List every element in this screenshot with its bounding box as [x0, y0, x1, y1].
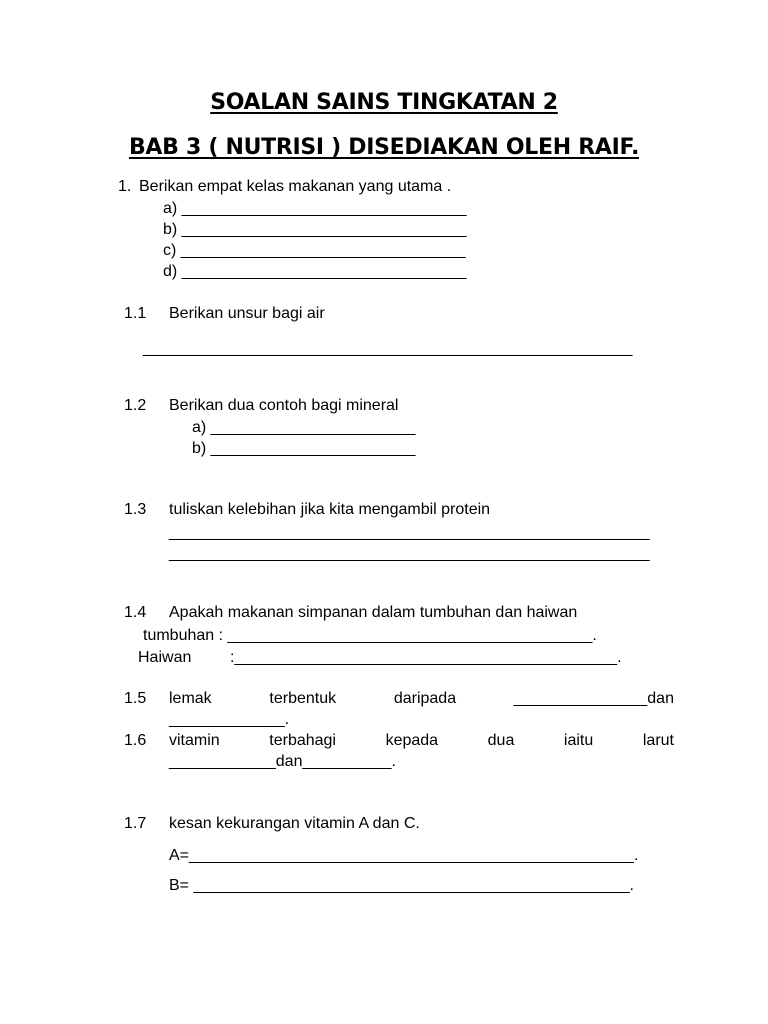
q1-5-word: lemak: [169, 690, 212, 707]
page-subtitle: BAB 3 ( NUTRISI ) DISEDIAKAN OLEH RAIF.: [128, 135, 640, 160]
q1-6-word: larut: [642, 732, 674, 749]
q1-1-number: 1.1: [124, 305, 147, 322]
q1-4-text: Apakah makanan simpanan dalam tumbuhan dan haiwan: [169, 604, 578, 621]
q1-2-option-b: b) _______________________: [192, 440, 416, 457]
q1-option-a: a) ________________________________: [163, 200, 467, 217]
q1-5-word: terbentuk: [269, 690, 337, 707]
q1-text: Berikan empat kelas makanan yang utama .: [139, 178, 452, 195]
q1-7-text: kesan kekurangan vitamin A dan C.: [169, 815, 420, 832]
q1-4-haiwan-line: :___________________________________________.: [230, 649, 622, 666]
q1-4-number: 1.4: [124, 604, 147, 621]
q1-4-haiwan-label: Haiwan: [138, 649, 192, 666]
q1-7-answer-a: A=__________________________________________________.: [169, 847, 639, 864]
q1-7-answer-b: B= _________________________________________________.: [169, 877, 634, 894]
q1-6-number: 1.6: [124, 732, 147, 749]
q1-6-answer-line: ____________dan__________.: [169, 753, 396, 770]
q1-3-text: tuliskan kelebihan jika kita mengambil protein: [169, 501, 491, 518]
q1-6-word: vitamin: [169, 732, 220, 749]
q1-3-number: 1.3: [124, 501, 147, 518]
q1-6-word: terbahagi: [269, 732, 336, 749]
q1-option-d: d) ________________________________: [163, 263, 467, 280]
q1-2-option-a: a) _______________________: [192, 419, 416, 436]
q1-6-word: iaitu: [563, 732, 594, 749]
q1-option-b: b) ________________________________: [163, 221, 467, 238]
q1-5-statement: [169, 689, 674, 709]
q1-2-number: 1.2: [124, 397, 147, 414]
q1-1-answer-line: _______________________________________________________: [143, 340, 633, 357]
q1-option-c: c) ________________________________: [163, 242, 466, 259]
q1-7-number: 1.7: [124, 815, 147, 832]
q1-2-text: Berikan dua contoh bagi mineral: [169, 397, 399, 414]
q1-5-word: daripada: [393, 690, 457, 707]
q1-6-word: dua: [487, 732, 515, 749]
q1-5-answer-line: _____________.: [169, 711, 290, 728]
q1-3-answer-line-1: ______________________________________________________: [169, 524, 650, 541]
q1-6-statement: [169, 731, 674, 751]
q1-5-number: 1.5: [124, 690, 147, 707]
q1-4-tumbuhan-line: tumbuhan : _________________________________________.: [143, 627, 597, 644]
q1-1-text: Berikan unsur bagi air: [169, 305, 325, 322]
q1-5-word: _______________dan: [513, 690, 674, 707]
q1-6-word: kepada: [385, 732, 439, 749]
page-title: SOALAN SAINS TINGKATAN 2: [210, 90, 558, 115]
q1-number: 1.: [118, 178, 132, 195]
q1-3-answer-line-2: ______________________________________________________: [169, 545, 650, 562]
